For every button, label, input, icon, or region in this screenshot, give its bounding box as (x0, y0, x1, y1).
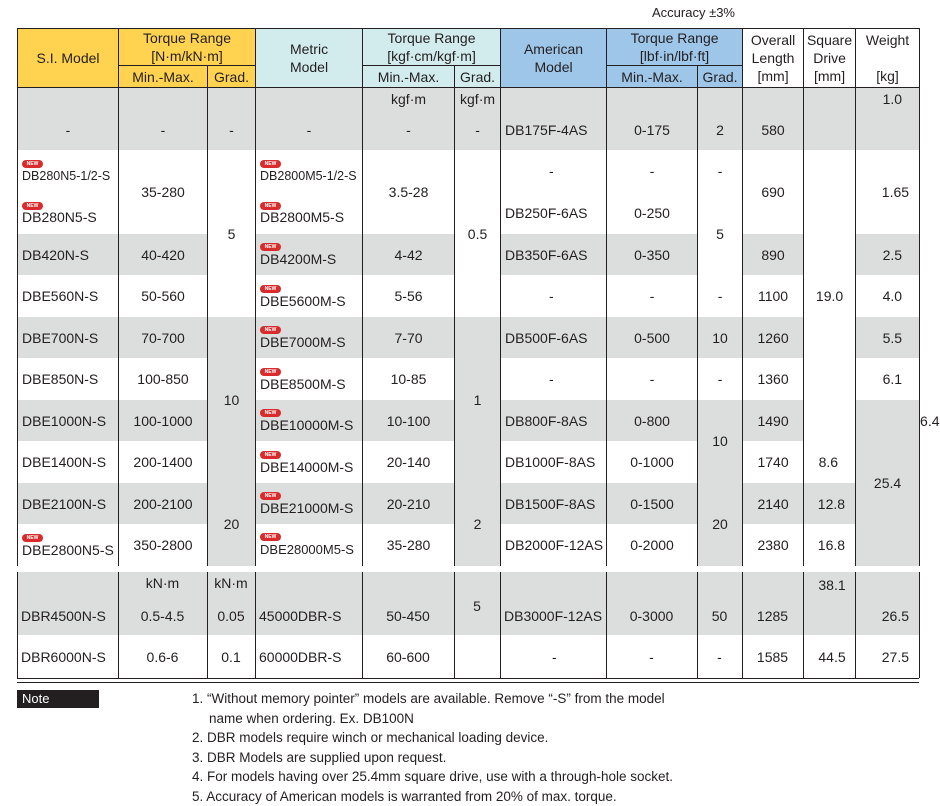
dbr-sq-38: 38.1 (806, 577, 858, 593)
new-badge-wrap (260, 158, 362, 167)
si-model-cell: DBE700N-S (18, 317, 119, 359)
new-badge-wrap (22, 533, 118, 542)
metric-model-label: DBE28000M5-S (260, 542, 354, 557)
metric-model-cell (256, 234, 363, 276)
new-badge-wrap (260, 200, 362, 209)
new-badge-wrap (22, 200, 118, 209)
table-cell (698, 88, 743, 109)
header-torque-american (607, 29, 743, 66)
length-cell: 1360 (743, 358, 804, 400)
header-si-model: S.I. Model (18, 29, 119, 88)
header-si-grad: Grad. (208, 66, 256, 88)
table-row (18, 109, 920, 151)
metric-range-unit: kgf·m (363, 88, 455, 109)
american-grad-cell: - (698, 275, 743, 317)
col-divider (803, 572, 804, 678)
si-range-cell: - (119, 109, 208, 151)
metric-model-cell (256, 524, 363, 566)
metric-grad-cell: - (455, 109, 501, 151)
si-range-cell: 200-2100 (119, 483, 208, 525)
note-divider (17, 682, 919, 683)
american-range-cell: 0-250 (607, 192, 698, 234)
metric-model-cell: - (256, 109, 363, 151)
american-model-cell: DB175F-4AS (501, 109, 607, 151)
metric-grad-cell: 0.5 (455, 150, 501, 317)
new-badge-wrap (260, 532, 362, 541)
metric-model-label: DBE5600M-S (260, 293, 346, 309)
metric-model-label: DBE7000M-S (260, 334, 346, 350)
si-range-cell: 70-700 (119, 317, 208, 359)
american-grad-cell: - (698, 150, 743, 192)
si-model-cell (18, 192, 119, 234)
si-grad-cell: 10 (208, 317, 256, 483)
si-model-cell: DB420N-S (18, 234, 119, 276)
si-model-cell (18, 524, 119, 566)
american-model-cell: DB250F-6AS (501, 192, 607, 234)
american-model-cell: DB3000F-12AS (504, 608, 602, 624)
metric-range-cell: 10-85 (363, 358, 455, 400)
weight-cell: 1.65 (856, 150, 920, 234)
new-badge-wrap (22, 158, 118, 167)
metric-range-cell: 5-56 (363, 275, 455, 317)
length-cell: 890 (743, 234, 804, 276)
american-range-cell: - (607, 358, 698, 400)
si-range-cell: 35-280 (119, 150, 208, 234)
header-square-drive-label: Square Drive (807, 31, 853, 67)
new-badge-icon: NEW (260, 492, 281, 500)
american-range-cell: 0-3000 (606, 608, 697, 624)
american-model-cell: - (501, 275, 607, 317)
metric-model-cell: 45000DBR-S (259, 608, 342, 624)
header-square-drive-unit: [mm] (814, 68, 845, 84)
length-cell: 580 (743, 109, 804, 151)
notes-list (192, 689, 673, 806)
table-cell (501, 88, 607, 109)
si-grad-cell: 0.05 (207, 608, 255, 624)
col-divider (697, 572, 698, 678)
header-weight-label: Weight (866, 32, 909, 48)
note-item: name when ordering. Ex. DB100N (192, 709, 673, 729)
note-item: 1. “Without memory pointer” models are available. Remove “-S” from the model (192, 689, 673, 709)
header-american-model (501, 29, 607, 88)
col-divider (742, 572, 743, 678)
si-range-cell: 40-420 (119, 234, 208, 276)
metric-model-cell (256, 317, 363, 359)
length-cell: 1740 (743, 441, 804, 483)
metric-model-label: DB2800M5-1/2-S (260, 169, 357, 183)
metric-model-label: DBE10000M-S (260, 417, 353, 433)
header-metric-grad: Grad. (455, 66, 501, 88)
note-label: Note (17, 690, 99, 708)
metric-grad-cell: 1 (455, 317, 501, 483)
metric-range-cell: 3.5-28 (363, 150, 455, 234)
si-range-cell: 200-1400 (119, 441, 208, 483)
si-grad-cell: 5 (208, 150, 256, 317)
header-torque-metric (363, 29, 501, 66)
si-grad-cell: 0.1 (207, 649, 255, 665)
square-drive-cell: 44.5 (806, 649, 858, 665)
new-badge-icon: NEW (22, 534, 43, 542)
table-cell (18, 88, 119, 109)
metric-model-label: DB4200M-S (260, 251, 336, 267)
header-torque-am-label: Torque Range (631, 30, 719, 46)
new-badge-wrap (260, 450, 362, 459)
new-badge-wrap (260, 284, 362, 293)
col-divider (919, 572, 920, 678)
weight-cell: 2.5 (856, 234, 920, 276)
header-torque-metric-unit: [kgf·cm/kgf·m] (387, 48, 476, 64)
square-drive-cell (804, 109, 856, 151)
weight-cell: 8.6 (804, 441, 856, 483)
header-metric-model (256, 29, 363, 88)
weight-cell: 4.0 (856, 275, 920, 317)
header-torque-metric-label: Torque Range (388, 30, 476, 46)
si-model-cell: DBE2100N-S (18, 483, 119, 525)
length-cell: 2380 (743, 524, 804, 566)
square-drive-cell: 25.4 (856, 400, 920, 566)
american-model-cell: DB800F-8AS (501, 400, 607, 442)
american-grad-cell: 50 (697, 608, 742, 624)
header-overall-length (743, 29, 804, 88)
length-cell: 1285 (742, 608, 803, 624)
si-range-cell: 0.6-6 (118, 649, 207, 665)
si-model-cell: DBE1400N-S (18, 441, 119, 483)
header-metric-model-label: Metric Model (284, 40, 334, 76)
new-badge-icon: NEW (260, 533, 281, 541)
metric-model-cell (256, 150, 363, 192)
metric-range-cell: 4-42 (363, 234, 455, 276)
dbr-knm-unit-range: kN·m (118, 575, 207, 591)
si-model-label: DB280N5-S (22, 209, 97, 225)
metric-model-cell (256, 441, 363, 483)
metric-model-label: DBE8500M-S (260, 376, 346, 392)
col-divider (606, 572, 607, 678)
american-grad-cell: 10 (698, 317, 743, 359)
american-model-cell: - (501, 358, 607, 400)
new-badge-wrap (260, 325, 362, 334)
american-range-cell: - (607, 150, 698, 192)
table-row (18, 483, 920, 525)
table-cell (804, 88, 856, 109)
metric-model-cell (256, 400, 363, 442)
header-torque-si (119, 29, 256, 66)
weight-cell: 6.1 (856, 358, 920, 400)
new-badge-icon: NEW (22, 160, 43, 168)
table-cell (743, 88, 804, 109)
new-badge-icon: NEW (260, 285, 281, 293)
table-cell (208, 88, 256, 109)
metric-model-label: DBE14000M-S (260, 459, 353, 475)
header-metric-min-max: Min.-Max. (363, 66, 455, 88)
new-badge-icon: NEW (260, 326, 281, 334)
header-overall-length-unit: [mm] (757, 68, 788, 84)
american-range-cell: 0-2000 (607, 524, 698, 566)
header-overall-length-label: Overall Length (748, 31, 798, 67)
si-model-cell: DBE560N-S (18, 275, 119, 317)
metric-range-cell: 60-600 (362, 649, 454, 665)
metric-range-cell: 50-450 (362, 608, 454, 624)
weight-cell: 5.5 (856, 317, 920, 359)
si-grad-cell: - (208, 109, 256, 151)
american-range-cell: - (607, 275, 698, 317)
table-cell (256, 88, 363, 109)
table-row (18, 317, 920, 359)
new-badge-wrap (260, 491, 362, 500)
header-weight-unit: [kg] (876, 68, 899, 84)
american-grad-cell: 20 (698, 483, 743, 566)
length-cell: 1260 (743, 317, 804, 359)
dbr-knm-unit-grad: kN·m (207, 575, 255, 591)
header-torque-si-label: Torque Range (143, 30, 231, 46)
length-cell: 690 (743, 150, 804, 234)
new-badge-wrap (260, 408, 362, 417)
metric-grad-cell: 2 (455, 483, 501, 566)
metric-model-label: DB2800M5-S (260, 209, 344, 225)
new-badge-icon: NEW (260, 368, 281, 376)
note-item: 5. Accuracy of American models is warranted from 20% of max. torque. (192, 787, 673, 806)
weight-cell: 1.0 (856, 88, 920, 109)
table-row: DBE1000N-S 100-1000 NEW DBE10000M-S 10-100 DB800F-8AS 0-800 10 1490 25.4 6.4 (18, 400, 920, 442)
header-square-drive (804, 29, 856, 88)
new-badge-icon: NEW (260, 451, 281, 459)
table-cell (607, 88, 698, 109)
american-range-cell: 0-175 (607, 109, 698, 151)
weight-cell: 27.5 (803, 649, 919, 665)
table-row (18, 150, 920, 192)
american-model-cell: - (501, 150, 607, 192)
american-model-cell: - (552, 649, 557, 665)
col-divider (454, 572, 455, 678)
new-badge-icon: NEW (260, 409, 281, 417)
american-range-cell: - (606, 649, 697, 665)
length-cell: 1490 (743, 400, 804, 442)
si-range-cell: 0.5-4.5 (118, 608, 207, 624)
col-divider (255, 572, 256, 678)
metric-model-cell: 60000DBR-S (259, 649, 342, 665)
american-range-cell: 0-800 (607, 400, 698, 442)
metric-model-cell (256, 275, 363, 317)
col-divider (17, 572, 18, 678)
si-model-cell: DBR6000N-S (21, 649, 106, 665)
american-range-cell: 0-1500 (607, 483, 698, 525)
header-si-min-max: Min.-Max. (119, 66, 208, 88)
new-badge-icon: NEW (260, 160, 281, 168)
si-model-cell: DBR4500N-S (21, 608, 106, 624)
table-cell (119, 88, 208, 109)
american-model-cell: DB500F-6AS (501, 317, 607, 359)
american-range-cell: 0-500 (607, 317, 698, 359)
american-grad-cell: 10 (698, 400, 743, 483)
metric-range-cell: 10-100 (363, 400, 455, 442)
weight-cell (856, 109, 920, 151)
american-model-cell: DB350F-6AS (501, 234, 607, 276)
metric-grad-unit: kgf·m (455, 88, 501, 109)
metric-range-cell: 20-210 (363, 483, 455, 525)
si-model-label: DBE2800N5-S (22, 542, 114, 558)
col-divider (855, 572, 856, 678)
metric-model-cell (256, 358, 363, 400)
si-range-cell: 100-1000 (119, 400, 208, 442)
col-divider (207, 572, 208, 678)
metric-grad-cell: 5 (454, 598, 500, 614)
note-item: 4. For models having over 25.4mm square drive, use with a through-hole socket. (192, 767, 673, 787)
new-badge-wrap (260, 367, 362, 376)
american-grad-cell: - (697, 649, 742, 665)
new-badge-icon: NEW (260, 243, 281, 251)
si-model-label: DB280N5-1/2-S (22, 169, 110, 183)
si-model-cell: DBE1000N-S (18, 400, 119, 442)
square-drive-cell: 19.0 (804, 150, 856, 441)
col-divider (118, 572, 119, 678)
dbr-bottom-border (17, 678, 919, 679)
col-divider (500, 572, 501, 678)
american-grad-cell: 5 (698, 192, 743, 276)
metric-range-cell: 20-140 (363, 441, 455, 483)
header-american-model-label: American Model (519, 40, 589, 76)
col-divider (362, 572, 363, 678)
accuracy-note: Accuracy ±3% (652, 5, 735, 20)
metric-model-cell (256, 192, 363, 234)
si-model-cell: DBE850N-S (18, 358, 119, 400)
weight-cell: 26.5 (803, 608, 919, 624)
header-torque-am-unit: [lbf·in/lbf·ft] (640, 48, 709, 64)
si-range-cell: 50-560 (119, 275, 208, 317)
american-model-cell: DB2000F-12AS (501, 524, 607, 566)
header-weight (856, 29, 920, 88)
metric-range-cell: 35-280 (363, 524, 455, 566)
metric-range-cell: 7-70 (363, 317, 455, 359)
american-model-cell: DB1000F-8AS (501, 441, 607, 483)
metric-range-cell: - (363, 109, 455, 151)
american-range-cell: 0-350 (607, 234, 698, 276)
length-cell: 1585 (742, 649, 803, 665)
weight-cell: 12.8 (804, 483, 856, 525)
length-cell: 1100 (743, 275, 804, 317)
length-cell: 2140 (743, 483, 804, 525)
american-range-cell: 0-1000 (607, 441, 698, 483)
dbr-section (17, 572, 919, 679)
si-range-cell: 350-2800 (119, 524, 208, 566)
note-item: 2. DBR models require winch or mechanical loading device. (192, 728, 673, 748)
header-am-grad: Grad. (698, 66, 743, 88)
new-badge-icon: NEW (260, 202, 281, 210)
new-badge-wrap (260, 242, 362, 251)
si-model-cell (18, 150, 119, 192)
si-range-cell: 100-850 (119, 358, 208, 400)
torque-wrench-spec-table (17, 28, 920, 566)
american-model-cell: DB1500F-8AS (501, 483, 607, 525)
si-model-cell: - (18, 109, 119, 151)
si-grad-cell: 20 (208, 483, 256, 566)
header-am-min-max: Min.-Max. (607, 66, 698, 88)
american-grad-cell: 2 (698, 109, 743, 151)
note-item: 3. DBR Models are supplied upon request. (192, 748, 673, 768)
metric-model-cell (256, 483, 363, 525)
weight-cell: 16.8 (804, 524, 856, 566)
american-grad-cell: - (698, 358, 743, 400)
new-badge-icon: NEW (22, 202, 43, 210)
metric-model-label: DBE21000M-S (260, 500, 353, 516)
header-torque-si-unit: [N·m/kN·m] (151, 48, 223, 64)
